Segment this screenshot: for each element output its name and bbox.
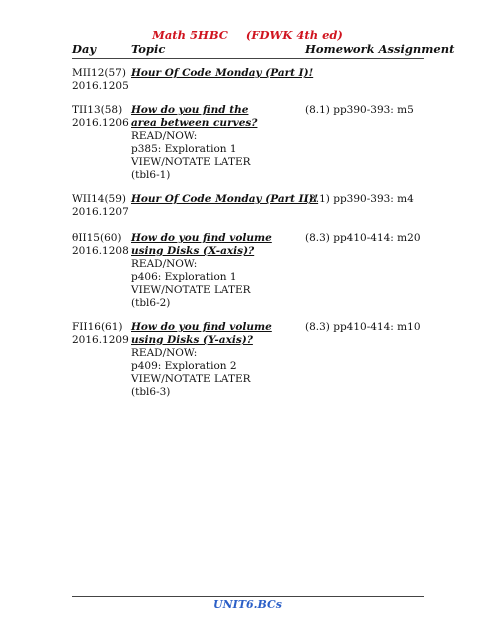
topic-title: How do you find the — [131, 104, 249, 116]
day-cell — [72, 232, 130, 258]
day-code: MII12(57) — [72, 67, 126, 79]
homework-cell: (8.3) pp410-414: m20 — [305, 232, 421, 244]
topic-note: p409: Exploration 2 — [131, 360, 237, 372]
topic-cell — [131, 321, 301, 399]
footer-label: UNIT6.BCs — [213, 598, 282, 611]
homework-cell: (8.3) pp410-414: m10 — [305, 321, 421, 333]
topic-note: p406: Exploration 1 — [131, 271, 237, 283]
topic-note: VIEW/NOTATE LATER — [131, 156, 251, 168]
topic-title: Hour Of Code Monday (Part I)! — [131, 67, 314, 79]
homework-cell: (8.1) pp390-393: m4 — [305, 193, 414, 205]
column-header-day: Day — [72, 42, 97, 56]
topic-cell — [131, 193, 319, 206]
topic-note: READ/NOW: — [131, 258, 198, 270]
day-date: 2016.1207 — [72, 206, 129, 218]
day-date: 2016.1205 — [72, 80, 129, 92]
topic-title: using Disks (Y-axis)? — [131, 334, 253, 346]
topic-note: (tbl6-3) — [131, 386, 171, 398]
day-code: θII15(60) — [72, 232, 122, 244]
day-cell — [72, 193, 130, 219]
topic-note: VIEW/NOTATE LATER — [131, 373, 251, 385]
topic-title: using Disks (X-axis)? — [131, 245, 255, 257]
topic-cell — [131, 232, 301, 310]
homework-cell: (8.1) pp390-393: m5 — [305, 104, 414, 116]
footer-divider — [72, 596, 424, 597]
topic-note: (tbl6-1) — [131, 169, 171, 181]
header-divider — [72, 58, 424, 59]
course-title: Math 5HBC — [152, 28, 228, 42]
column-header-topic: Topic — [131, 42, 166, 56]
topic-title: Hour Of Code Monday (Part II)! — [131, 193, 319, 205]
day-cell — [72, 321, 130, 347]
day-cell — [72, 67, 130, 93]
day-code: TII13(58) — [72, 104, 123, 116]
edition-label: (FDWK 4th ed) — [245, 28, 343, 42]
day-code: FII16(61) — [72, 321, 123, 333]
day-date: 2016.1206 — [72, 117, 129, 129]
topic-title: area between curves? — [131, 117, 258, 129]
topic-cell — [131, 104, 301, 182]
topic-title: How do you find volume — [131, 232, 272, 244]
page-title — [0, 28, 495, 42]
day-cell — [72, 104, 130, 130]
column-header-homework: Homework Assignment — [305, 42, 455, 56]
topic-note: p385: Exploration 1 — [131, 143, 237, 155]
day-code: WII14(59) — [72, 193, 127, 205]
topic-note: READ/NOW: — [131, 347, 198, 359]
day-date: 2016.1209 — [72, 334, 129, 346]
topic-note: READ/NOW: — [131, 130, 198, 142]
topic-cell — [131, 67, 314, 80]
day-date: 2016.1208 — [72, 245, 129, 257]
topic-title: How do you find volume — [131, 321, 272, 333]
topic-note: (tbl6-2) — [131, 297, 171, 309]
topic-note: VIEW/NOTATE LATER — [131, 284, 251, 296]
